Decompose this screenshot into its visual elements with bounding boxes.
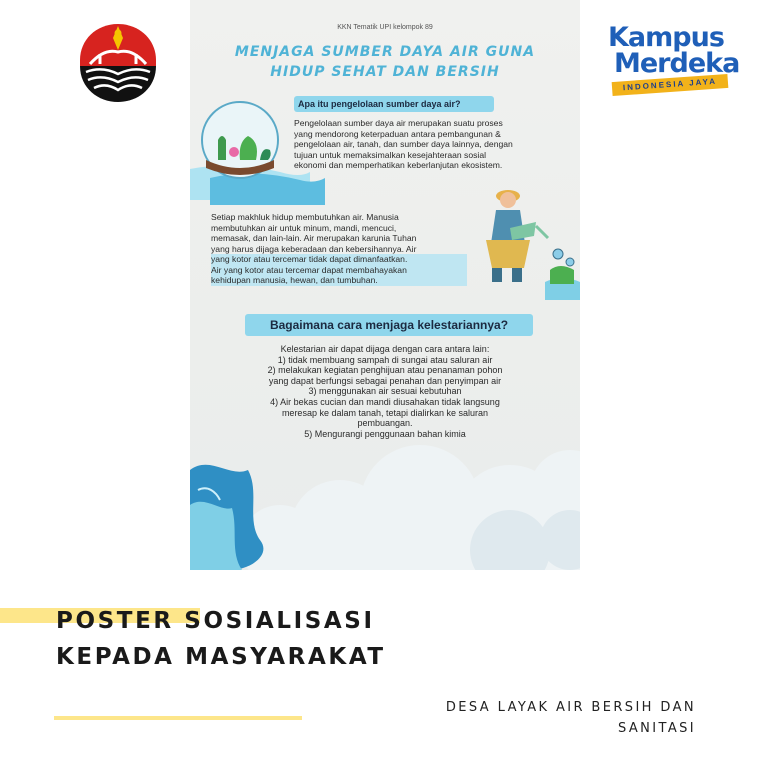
- gardener-illustration: [486, 190, 580, 300]
- paragraph2-line: kehidupan manusia, hewan, dan tumbuhan.: [211, 275, 467, 286]
- poster-team-label: KKN Tematik UPI kelompok 89: [337, 24, 433, 31]
- poster-title-line2: HIDUP SEHAT DAN BERSIH: [270, 64, 500, 80]
- answer2: [190, 344, 580, 439]
- caption-subtitle-line1: DESA LAYAK AIR BERSIH DAN: [445, 700, 696, 715]
- answer1-line: yang mendorong keterpaduan antara pembangunan &: [294, 128, 501, 139]
- upi-logo-icon: [76, 20, 160, 104]
- paragraph2-line: Air yang kotor atau tercemar dapat membahayakan: [211, 265, 467, 276]
- answer2-line: yang dapat berfungsi sebagai penahan dan penyimpan air: [268, 375, 502, 386]
- question1-pill: [294, 96, 494, 112]
- poster-title-line1: MENJAGA SUMBER DAYA AIR GUNA: [234, 44, 536, 60]
- question2-text: Bagaimana cara menjaga kelestariannya?: [269, 318, 509, 332]
- paragraph2-line: membutuhkan air untuk minum, mandi, mencuci,: [211, 222, 397, 233]
- answer1-line: Pengelolaan sumber daya air merupakan suatu proses: [294, 118, 503, 128]
- answer2-line: 5) Mengurangi penggunaan bahan kimia: [304, 428, 466, 439]
- paragraph2-line: yang harus dijaga keberadaan dan kebersihannya. Air: [211, 243, 417, 254]
- question1-text: Apa itu pengelolaan sumber daya air?: [298, 99, 461, 109]
- wave-decoration: [190, 465, 263, 570]
- caption-title-line1: POSTER SOSIALISASI: [56, 608, 375, 634]
- kampus-merdeka-logo: [608, 20, 740, 100]
- paragraph2: [211, 212, 467, 286]
- answer1-line: ekonomi dan memperhatikan keberlanjutan ekosistem.: [294, 160, 503, 170]
- caption-subtitle-line2: SANITASI: [617, 721, 696, 736]
- answer2-line: 2) melakukan kegiatan penghijuan atau penanaman pohon: [267, 365, 503, 376]
- answer2-line: 4) Air bekas cucian dan mandi diusahakan tidak langsung: [270, 396, 500, 407]
- paragraph2-line: yang kotor atau tercemar tidak dapat dimanfaatkan.: [211, 254, 467, 265]
- logo-text-merdeka: Merdeka: [614, 48, 740, 79]
- paragraph2-line: Setiap makhluk hidup membutuhkan air. Manusia: [211, 212, 399, 222]
- answer1-line: pengelolaan air, tanah, dan sumber daya lainnya, dengan: [294, 139, 513, 149]
- poster: [190, 0, 580, 570]
- answer2-line: pembuangan.: [357, 418, 413, 429]
- answer2-line: Kelestarian air dapat dijaga dengan cara antara lain:: [280, 344, 490, 354]
- question2-pill: [245, 314, 533, 336]
- logo-tagline: INDONESIA JAYA: [622, 76, 718, 93]
- logo-text-kampus: Kampus: [608, 22, 724, 53]
- accent-bar-bottom: [54, 716, 302, 720]
- answer1: [294, 118, 580, 171]
- answer2-line: 1) tidak membuang sampah di sungai atau saluran air: [277, 354, 493, 365]
- caption-title-line2: KEPADA MASYARAKAT: [56, 644, 386, 670]
- answer2-line: meresap ke dalam tanah, tetapi dialirkan ke saluran: [281, 407, 489, 418]
- answer2-line: 3) menggunakan air sesuai kebutuhan: [308, 386, 462, 397]
- paragraph2-line: memasak, dan lain-lain. Air merupakan karunia Tuhan: [211, 233, 417, 243]
- answer1-line: tujuan untuk memaksimalkan kesejahteraan sosial: [294, 149, 487, 160]
